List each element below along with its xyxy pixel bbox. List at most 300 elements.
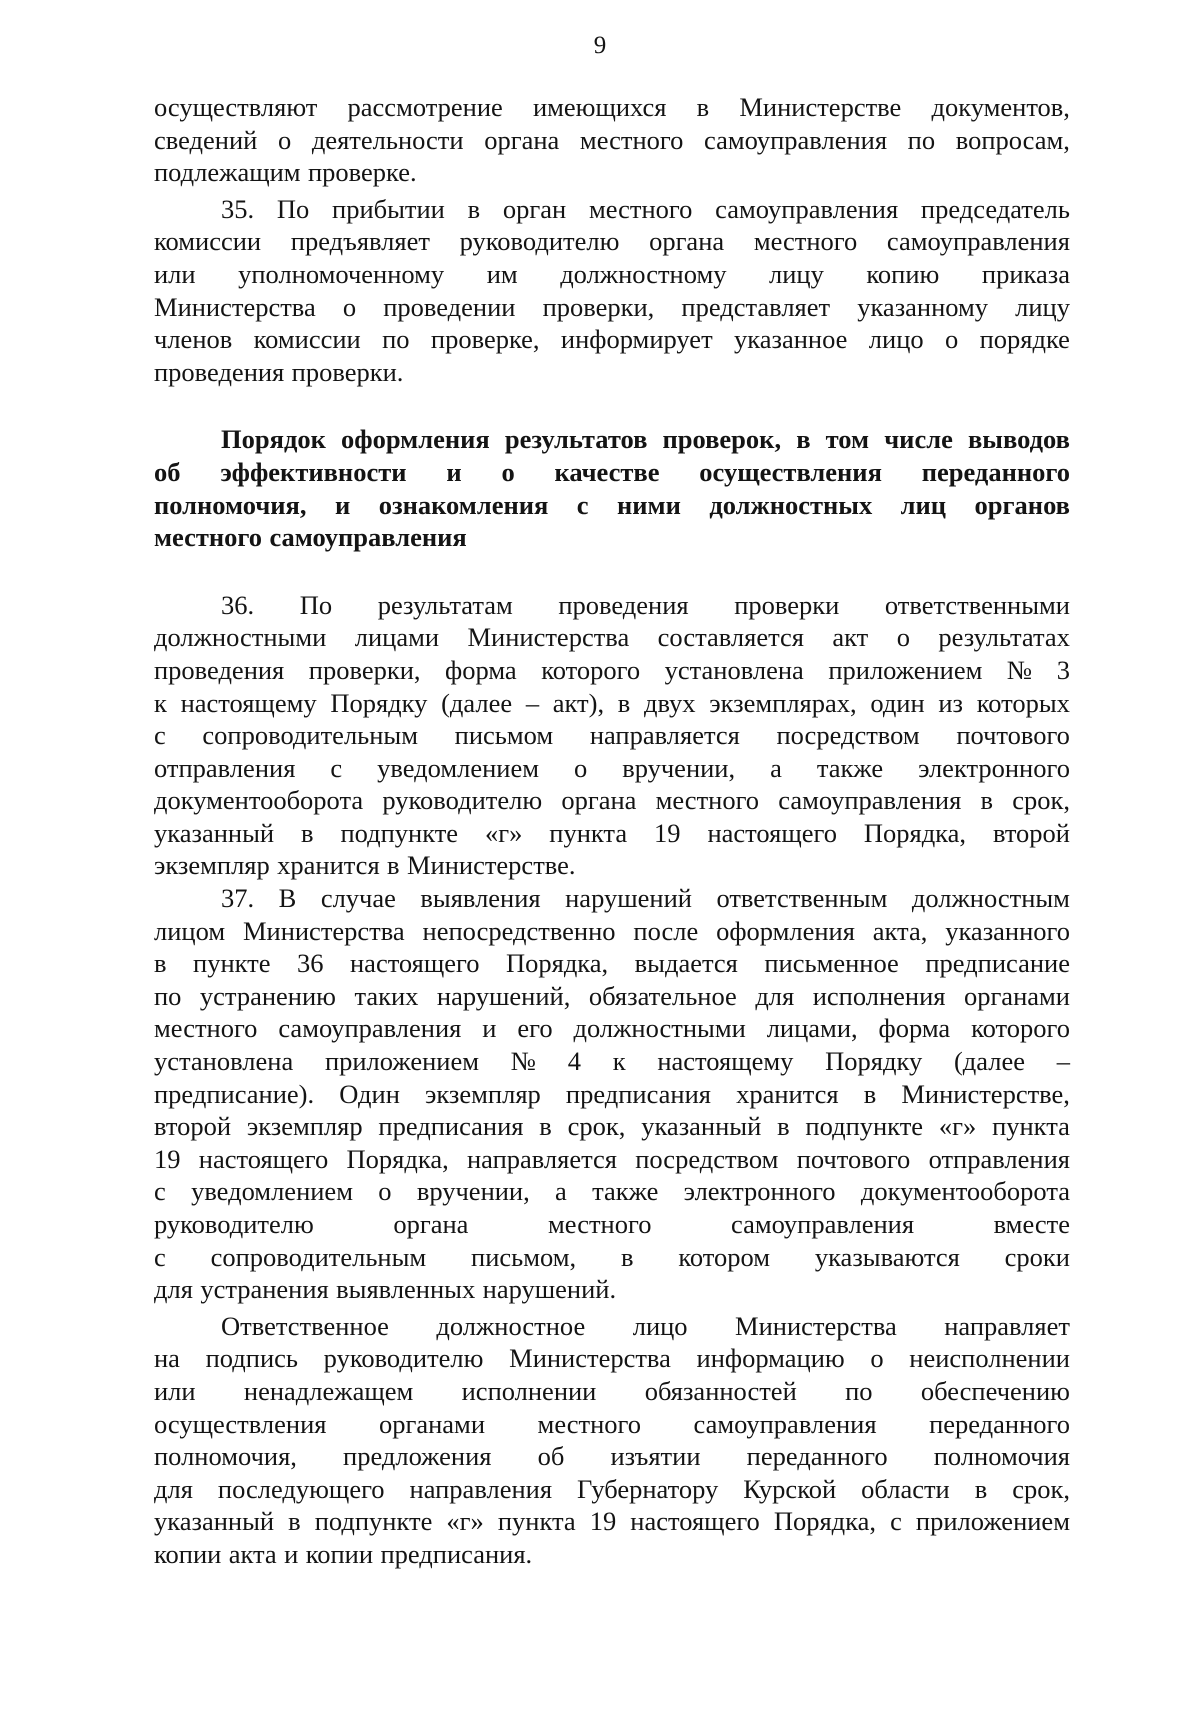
word: орган xyxy=(502,193,567,224)
word: документооборота xyxy=(860,1176,1070,1207)
word: с xyxy=(154,720,166,751)
word: в xyxy=(777,1111,790,1142)
word: самоуправления xyxy=(731,1209,915,1239)
text-line xyxy=(154,1505,1070,1538)
word: порядке xyxy=(979,324,1070,355)
word: имеющихся xyxy=(532,92,667,122)
word: к xyxy=(154,687,167,718)
word: экземпляр xyxy=(154,850,270,881)
text-line xyxy=(154,91,1070,124)
text-line xyxy=(154,1143,1070,1176)
word: 35. xyxy=(221,193,255,224)
text-line xyxy=(154,882,1070,915)
word: местного xyxy=(537,1408,641,1439)
word: предложения xyxy=(343,1441,492,1472)
text-line xyxy=(154,1045,1070,1078)
word: а xyxy=(770,752,782,783)
word: проведения xyxy=(558,589,689,620)
word: нарушений. xyxy=(482,1274,617,1305)
word: установлена xyxy=(664,654,804,685)
word: документов, xyxy=(931,92,1070,122)
word: должностное xyxy=(436,1310,586,1341)
word: форма xyxy=(445,654,517,685)
word: и xyxy=(446,456,462,487)
word: местного xyxy=(588,193,693,224)
word: Министерстве, xyxy=(901,1078,1070,1109)
word: Порядка, xyxy=(346,1143,449,1174)
word: Министерства xyxy=(509,1343,671,1374)
word: которых xyxy=(976,687,1070,718)
word: Министерства xyxy=(242,915,405,946)
word: органов xyxy=(974,489,1070,520)
text-line xyxy=(154,784,1070,817)
word: полномочия, xyxy=(154,1441,297,1472)
paragraph-final xyxy=(154,1310,1070,1571)
word: настоящему xyxy=(180,687,317,718)
word: о xyxy=(277,124,292,155)
word: вручении, xyxy=(416,1176,530,1207)
word: председатель xyxy=(920,193,1070,224)
word: 19 xyxy=(154,1143,181,1174)
word: подлежащим xyxy=(154,157,301,188)
word: 36. xyxy=(221,589,255,620)
word: органа xyxy=(484,124,560,155)
word: которого xyxy=(971,1013,1070,1044)
word: 3 xyxy=(1056,654,1070,685)
word: осуществления xyxy=(699,456,882,487)
word: «г» xyxy=(485,817,523,848)
word: электронного xyxy=(683,1176,836,1207)
word: экземпляр xyxy=(425,1078,541,1109)
word: осуществления xyxy=(154,1408,327,1439)
section-heading xyxy=(154,423,1070,553)
text-line xyxy=(154,1273,1070,1306)
word: почтового xyxy=(956,720,1070,751)
word: переданного xyxy=(746,1441,888,1472)
word: вместе xyxy=(993,1209,1070,1239)
text-line xyxy=(154,589,1070,622)
word: для xyxy=(154,1473,193,1504)
text-line xyxy=(154,849,1070,882)
word: акта xyxy=(228,1538,277,1569)
word: в xyxy=(387,850,400,881)
word: ответственным xyxy=(716,883,888,914)
text-line xyxy=(154,687,1070,720)
word: должностными xyxy=(573,1013,746,1044)
word: в xyxy=(620,1241,634,1272)
word: 36 xyxy=(297,948,324,979)
word: последующего xyxy=(217,1473,385,1504)
word: обязательное xyxy=(588,980,737,1011)
word: выдается xyxy=(634,948,738,979)
word: прибытии xyxy=(332,193,445,224)
text-line xyxy=(154,521,1070,554)
text-line xyxy=(154,1342,1070,1375)
text-line xyxy=(154,1375,1070,1408)
paragraph-35 xyxy=(154,193,1070,389)
word: в xyxy=(696,92,710,122)
word: предписание xyxy=(925,948,1070,979)
word: второй xyxy=(154,1111,232,1142)
word: отправления xyxy=(154,752,296,783)
word: По xyxy=(276,193,310,224)
word: уведомлением xyxy=(377,752,539,783)
word: для xyxy=(755,980,795,1011)
word: органа xyxy=(561,785,637,816)
word: после xyxy=(633,915,699,946)
word: эффективности xyxy=(220,456,407,487)
word: руководителю xyxy=(382,785,543,816)
word: также xyxy=(592,1176,659,1207)
word: По xyxy=(299,589,333,620)
word: Порядок xyxy=(221,424,326,455)
word: «г» xyxy=(446,1506,484,1537)
word: деятельности xyxy=(311,124,464,155)
word: 37. xyxy=(221,883,255,914)
word: приложением xyxy=(828,654,983,685)
text-line xyxy=(154,1408,1070,1441)
word: посредством xyxy=(635,1143,779,1174)
word: информирует xyxy=(560,324,713,355)
word: установлена xyxy=(154,1046,294,1077)
word: посредством xyxy=(776,720,920,751)
word: и xyxy=(334,489,351,520)
word: направляется xyxy=(589,720,740,751)
word: лицо xyxy=(632,1310,688,1341)
text-line xyxy=(154,1208,1070,1241)
word: в xyxy=(796,424,811,455)
word: отправления xyxy=(928,1143,1070,1174)
word: и xyxy=(284,1538,299,1569)
word: указанный xyxy=(154,1506,275,1537)
word: 19 xyxy=(654,817,681,848)
word: органами xyxy=(963,980,1070,1011)
word: о xyxy=(378,1176,392,1207)
word: о xyxy=(896,622,910,653)
word: Порядку xyxy=(330,687,428,718)
text-line xyxy=(154,489,1070,522)
word: результатов xyxy=(504,424,648,455)
word: подпункте xyxy=(314,1506,433,1537)
word: предписание). xyxy=(154,1078,315,1109)
word: указанный xyxy=(641,1111,762,1142)
text-line xyxy=(154,719,1070,752)
word: комиссии xyxy=(253,324,361,355)
word: самоуправления xyxy=(778,785,962,816)
word: направляет xyxy=(944,1310,1070,1341)
word: сведений xyxy=(154,124,258,155)
word: органа xyxy=(649,226,725,257)
text-line xyxy=(154,156,1070,189)
word: сопроводительным xyxy=(202,720,419,751)
word: Министерства xyxy=(467,622,630,653)
word: руководителю xyxy=(323,1343,484,1374)
word: рассмотрение xyxy=(347,92,503,122)
word: вопросам, xyxy=(955,124,1070,155)
word: хранится xyxy=(277,850,380,881)
word: указанный xyxy=(154,817,275,848)
word: проведения xyxy=(154,356,285,387)
word: 19 xyxy=(589,1506,617,1537)
word: обеспечению xyxy=(920,1375,1070,1406)
word: местного xyxy=(154,522,263,553)
word: проверки. xyxy=(291,356,404,387)
word: указанному xyxy=(857,291,989,322)
word: с xyxy=(890,1506,902,1537)
word: ознакомления xyxy=(378,489,549,520)
word: обязанностей xyxy=(644,1375,797,1406)
word: письмом xyxy=(454,720,554,751)
word: выявленных xyxy=(336,1274,476,1305)
word: Один xyxy=(339,1078,400,1109)
word: лицом xyxy=(154,915,226,946)
word: (далее xyxy=(953,1046,1025,1077)
word: лицо xyxy=(868,324,924,355)
word: Министерстве xyxy=(739,92,902,122)
word: числе xyxy=(884,424,953,455)
word: двух xyxy=(643,687,696,718)
word: документооборота xyxy=(154,785,364,816)
text-line xyxy=(154,1241,1070,1274)
word: результатах xyxy=(938,622,1070,653)
word: представляет xyxy=(681,291,831,322)
word: полномочия, xyxy=(154,489,307,520)
word: исполнения xyxy=(812,980,946,1011)
word: устранению xyxy=(199,980,336,1011)
word: местного xyxy=(753,226,858,257)
paragraph-intro xyxy=(154,91,1070,189)
text-line xyxy=(154,817,1070,850)
word: направляется xyxy=(466,1143,617,1174)
word: форма xyxy=(878,1013,951,1044)
word: в xyxy=(617,687,631,718)
word: проверки, xyxy=(308,654,421,685)
word: проверке. xyxy=(307,157,417,188)
word: которого xyxy=(541,654,641,685)
word: местного xyxy=(655,785,760,816)
word: составляется xyxy=(657,622,804,653)
word: самоуправления xyxy=(704,124,888,155)
word: или xyxy=(154,258,196,289)
word: срок, xyxy=(567,1111,626,1142)
text-line xyxy=(154,1110,1070,1143)
word: Губернатору xyxy=(577,1473,719,1504)
word: таких xyxy=(354,980,419,1011)
word: акта, xyxy=(872,915,928,946)
word: нарушений xyxy=(565,883,692,914)
word: органами xyxy=(378,1408,486,1439)
word: руководителю xyxy=(154,1209,314,1239)
word: области xyxy=(861,1473,950,1504)
word: о xyxy=(870,1343,884,1374)
text-line xyxy=(154,291,1070,324)
text-line xyxy=(154,456,1070,489)
word: котором xyxy=(678,1241,770,1272)
word: им xyxy=(486,258,518,289)
word: самоуправления xyxy=(886,226,1070,257)
word: В xyxy=(278,883,297,914)
word: и xyxy=(482,1013,497,1044)
word: настоящего xyxy=(350,948,480,979)
word: местного xyxy=(579,124,684,155)
text-line xyxy=(154,423,1070,456)
word: информацию xyxy=(696,1343,845,1374)
word: Министерства xyxy=(154,291,316,322)
word: предписания. xyxy=(380,1538,533,1569)
word: электронного xyxy=(918,752,1070,783)
word: настоящего xyxy=(630,1506,760,1537)
word: приложением xyxy=(915,1506,1070,1537)
word: почтового xyxy=(796,1143,911,1174)
word: в xyxy=(974,1473,988,1504)
word: 4 xyxy=(567,1046,581,1077)
text-line xyxy=(154,1440,1070,1473)
paragraph-36 xyxy=(154,589,1070,882)
document-body xyxy=(154,91,1070,1571)
word: акт), xyxy=(552,687,605,718)
word: срок, xyxy=(1012,1473,1070,1504)
word: выводов xyxy=(967,424,1070,455)
word: органа xyxy=(393,1209,469,1239)
word: Порядку xyxy=(825,1046,923,1077)
word: о xyxy=(342,291,357,322)
word: с xyxy=(154,1176,166,1207)
word: пункта xyxy=(497,1506,576,1537)
word: о xyxy=(573,752,588,783)
word: пункта xyxy=(549,817,628,848)
word: предписания xyxy=(565,1078,711,1109)
word: подпункте xyxy=(805,1111,924,1142)
word: по xyxy=(154,980,182,1011)
word: Курской xyxy=(743,1473,837,1504)
word: комиссии xyxy=(154,226,262,257)
word: в xyxy=(288,1506,301,1537)
word: ответственными xyxy=(884,589,1070,620)
word: Порядка, xyxy=(773,1506,877,1537)
word: в xyxy=(301,817,314,848)
word: Порядка, xyxy=(863,817,967,848)
word: Ответственное xyxy=(221,1310,389,1341)
word: лицу xyxy=(769,258,824,289)
word: в xyxy=(154,948,167,979)
word: проведения xyxy=(154,654,285,685)
word: об xyxy=(154,456,181,487)
word: лиц xyxy=(900,489,947,520)
word: переданного xyxy=(929,1408,1070,1439)
word: членов xyxy=(154,324,233,355)
word: в xyxy=(863,1078,877,1109)
word: качестве xyxy=(554,456,660,487)
word: в xyxy=(467,193,481,224)
word: № xyxy=(510,1046,537,1077)
word: пункте xyxy=(193,948,271,979)
text-line xyxy=(154,1175,1070,1208)
word: устранения xyxy=(200,1274,329,1305)
word: самоуправления xyxy=(269,522,467,553)
word: непосредственно xyxy=(422,915,616,946)
word: лицами xyxy=(354,622,440,653)
word: по xyxy=(845,1375,873,1406)
word: (далее xyxy=(441,687,513,718)
word: местного xyxy=(154,1013,258,1044)
word: Министерстве. xyxy=(406,850,576,881)
word: руководителю xyxy=(459,226,620,257)
word: самоуправления xyxy=(278,1013,462,1044)
word: проверки xyxy=(734,589,840,620)
word: том xyxy=(825,424,870,455)
word: настоящего xyxy=(707,817,837,848)
word: «г» xyxy=(938,1111,977,1142)
word: № xyxy=(1006,654,1033,685)
word: лицу xyxy=(1015,291,1070,322)
word: уполномоченному xyxy=(238,258,445,289)
word: ними xyxy=(617,489,681,520)
word: должностными xyxy=(154,622,327,653)
word: лицами, xyxy=(766,1013,858,1044)
word: ненадлежащем xyxy=(243,1375,414,1406)
word: о xyxy=(501,456,515,487)
word: сроки xyxy=(1004,1241,1070,1272)
word: в xyxy=(539,1111,552,1142)
text-line xyxy=(154,1538,1070,1571)
word: приказа xyxy=(981,258,1070,289)
word: также xyxy=(816,752,884,783)
word: оформления xyxy=(716,915,855,946)
word: по xyxy=(382,324,410,355)
word: для xyxy=(154,1274,193,1305)
text-line xyxy=(154,1078,1070,1111)
word: указанное xyxy=(734,324,848,355)
word: второй xyxy=(992,817,1070,848)
word: нарушений, xyxy=(436,980,571,1011)
word: на xyxy=(154,1343,180,1374)
word: исполнении xyxy=(461,1375,597,1406)
word: об xyxy=(537,1441,565,1472)
word: подпункте xyxy=(340,817,459,848)
text-line xyxy=(154,621,1070,654)
word: сопроводительным xyxy=(210,1241,427,1272)
word: с xyxy=(576,489,589,520)
word: вручении, xyxy=(622,752,736,783)
word: Министерства xyxy=(735,1310,897,1341)
text-line xyxy=(154,258,1070,291)
word: экземпляр xyxy=(246,1111,363,1142)
word: должностных xyxy=(709,489,873,520)
word: – xyxy=(1056,1046,1070,1077)
text-line xyxy=(154,225,1070,258)
word: местного xyxy=(548,1209,652,1239)
word: экземплярах, xyxy=(709,687,857,718)
word: – xyxy=(525,687,540,718)
word: выявления xyxy=(420,883,541,914)
paragraph-37 xyxy=(154,882,1070,1306)
word: копию xyxy=(866,258,940,289)
word: осуществляют xyxy=(154,92,318,122)
word: письмом, xyxy=(471,1241,577,1272)
word: случае xyxy=(320,883,396,914)
text-line xyxy=(154,752,1070,785)
word: изъятии xyxy=(610,1441,701,1472)
word: должностному xyxy=(560,258,727,289)
word: или xyxy=(154,1375,196,1406)
word: срок, xyxy=(1012,785,1070,816)
word: настоящему xyxy=(657,1046,794,1077)
word: предъявляет xyxy=(290,226,430,257)
word: подпись xyxy=(205,1343,298,1374)
word: указываются xyxy=(814,1241,960,1272)
word: самоуправления xyxy=(693,1408,877,1439)
word: проверок, xyxy=(662,424,782,455)
